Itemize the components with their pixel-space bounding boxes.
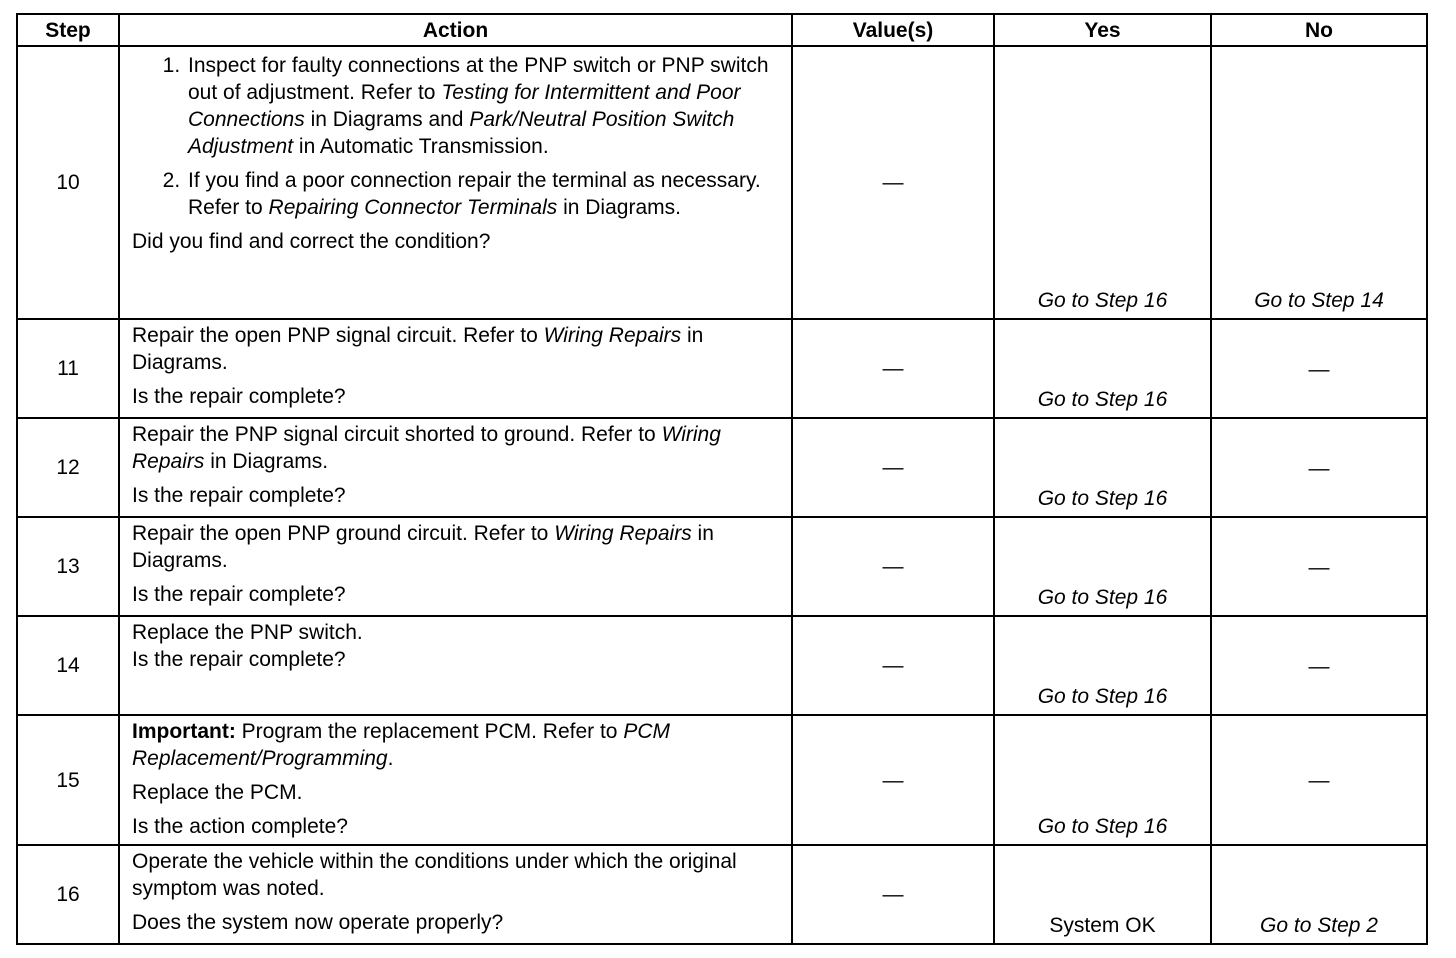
value-cell: — bbox=[792, 616, 994, 715]
action-instruction: Replace the PCM. bbox=[132, 781, 303, 804]
yes-cell: System OK bbox=[994, 845, 1211, 944]
step-number: 16 bbox=[17, 845, 119, 944]
diagnostic-table bbox=[16, 13, 1428, 945]
action-cell bbox=[119, 715, 792, 845]
value-cell: — bbox=[792, 46, 994, 319]
no-cell: — bbox=[1211, 715, 1427, 845]
action-instruction: Operate the vehicle within the conditions under which the original symptom was noted. bbox=[132, 850, 737, 900]
value-cell: — bbox=[792, 418, 994, 517]
action-question: Does the system now operate properly? bbox=[132, 911, 504, 934]
value-cell: — bbox=[792, 845, 994, 944]
action-instruction: Repair the open PNP ground circuit. Refer to Wiring Repairs in Diagrams. bbox=[132, 522, 714, 572]
header-action: Action bbox=[119, 14, 792, 46]
no-cell: — bbox=[1211, 517, 1427, 616]
action-question: Is the action complete? bbox=[132, 815, 348, 838]
yes-cell: Go to Step 16 bbox=[994, 46, 1211, 319]
no-cell: Go to Step 14 bbox=[1211, 46, 1427, 319]
action-instruction: Repair the PNP signal circuit shorted to ground. Refer to Wiring Repairs in Diagrams. bbox=[132, 423, 721, 473]
action-cell bbox=[119, 319, 792, 418]
table-row bbox=[17, 418, 1427, 517]
value-cell: — bbox=[792, 715, 994, 845]
action-cell bbox=[119, 517, 792, 616]
no-cell: — bbox=[1211, 319, 1427, 418]
value-cell: — bbox=[792, 319, 994, 418]
yes-cell: Go to Step 16 bbox=[994, 715, 1211, 845]
table-row bbox=[17, 715, 1427, 845]
table-row bbox=[17, 845, 1427, 944]
important-note: Important: Program the replacement PCM. Refer to PCM Replacement/Programming. bbox=[132, 720, 670, 770]
header-step: Step bbox=[17, 14, 119, 46]
action-question: Is the repair complete? bbox=[132, 583, 346, 606]
no-cell: Go to Step 2 bbox=[1211, 845, 1427, 944]
step-number: 14 bbox=[17, 616, 119, 715]
yes-cell: Go to Step 16 bbox=[994, 418, 1211, 517]
header-no: No bbox=[1211, 14, 1427, 46]
list-item: 2. If you find a poor connection repair the terminal as necessary. Refer to Repairing Connector Terminals in Diagrams. bbox=[186, 167, 783, 221]
table-row bbox=[17, 319, 1427, 418]
step-number: 11 bbox=[17, 319, 119, 418]
step-number: 13 bbox=[17, 517, 119, 616]
action-question: Is the repair complete? bbox=[132, 484, 346, 507]
yes-cell: Go to Step 16 bbox=[994, 616, 1211, 715]
step-number: 10 bbox=[17, 46, 119, 319]
action-question: Did you find and correct the condition? bbox=[132, 230, 491, 253]
action-list bbox=[132, 52, 783, 221]
header-row bbox=[17, 14, 1427, 46]
no-cell: — bbox=[1211, 616, 1427, 715]
table-row bbox=[17, 46, 1427, 319]
table-row bbox=[17, 616, 1427, 715]
action-cell bbox=[119, 418, 792, 517]
action-cell bbox=[119, 46, 792, 319]
header-yes: Yes bbox=[994, 14, 1211, 46]
list-item: 1. Inspect for faulty connections at the PNP switch or PNP switch out of adjustment. Refer to Testing for Intermittent and Poor Connections in Diagrams and Park/Neutral Position Switch Adjustment in Automatic Transmission. bbox=[186, 52, 783, 160]
header-values: Value(s) bbox=[792, 14, 994, 46]
yes-cell: Go to Step 16 bbox=[994, 517, 1211, 616]
action-instruction: Replace the PNP switch. bbox=[132, 621, 363, 644]
yes-cell: Go to Step 16 bbox=[994, 319, 1211, 418]
step-number: 15 bbox=[17, 715, 119, 845]
no-cell: — bbox=[1211, 418, 1427, 517]
action-question: Is the repair complete? bbox=[132, 385, 346, 408]
action-instruction: Repair the open PNP signal circuit. Refer to Wiring Repairs in Diagrams. bbox=[132, 324, 704, 374]
action-cell bbox=[119, 616, 792, 715]
value-cell: — bbox=[792, 517, 994, 616]
action-question: Is the repair complete? bbox=[132, 648, 346, 671]
table-row bbox=[17, 517, 1427, 616]
action-cell bbox=[119, 845, 792, 944]
step-number: 12 bbox=[17, 418, 119, 517]
